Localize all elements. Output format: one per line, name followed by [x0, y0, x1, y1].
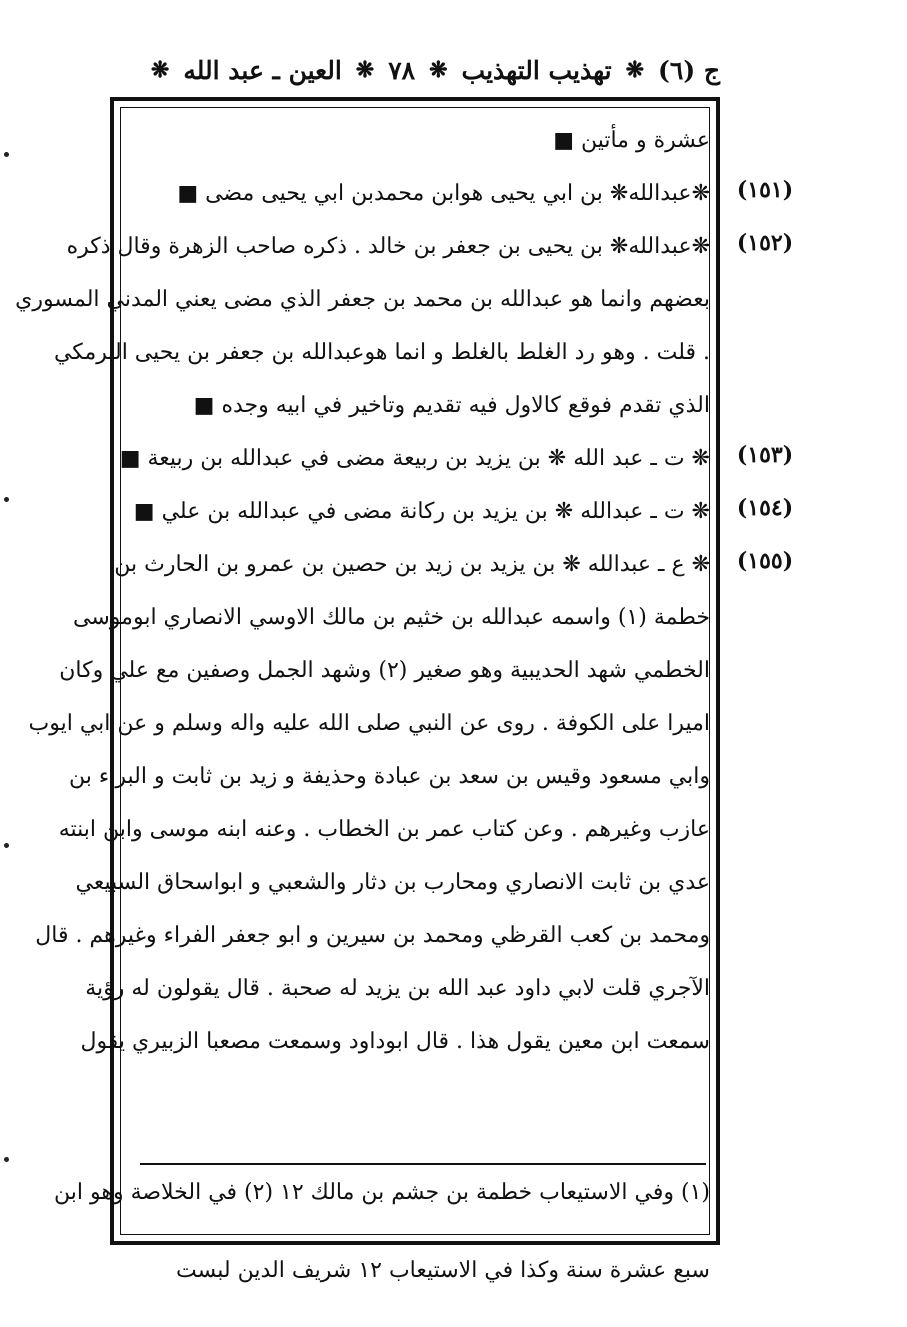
entry-number: (١٥٤) [736, 495, 794, 521]
ornament-icon: ❋ [625, 57, 645, 83]
section-title: العين ـ عبد الله [183, 55, 342, 85]
entry-number: (١٥٥) [736, 548, 794, 574]
text-line: عشرة و مأتين ■ [553, 128, 710, 153]
scan-mark [4, 497, 9, 502]
book-title: تهذيب التهذيب [461, 55, 612, 85]
text-line: ❋ ت ـ عبد الله ❋ بن يزيد بن ربيعة مضى في عبدالله بن ربيعة ■ [119, 446, 710, 471]
text-line: سمعت ابن معين يقول هذا . قال ابوداود وسمعت مصعبا الزبيري يقول [80, 1029, 710, 1054]
volume-label: ج (٦) [658, 55, 720, 85]
text-line: ومحمد بن كعب القرظي ومحمد بن سيرين و ابو جعفر الفراء وغيرهم . قال [35, 923, 710, 948]
text-line: عازب وغيرهم . وعن كتاب عمر بن الخطاب . وعنه ابنه موسى وابن ابنته [58, 817, 710, 842]
text-line: الخطمي شهد الحديبية وهو صغير (٢) وشهد الجمل وصفين مع علي وكان [59, 658, 710, 683]
running-header [100, 48, 720, 92]
ornament-icon: ❋ [150, 57, 170, 83]
text-line: بعضهم وانما هو عبدالله بن محمد بن جعفر الذي مضى يعني المدني المسوري [15, 287, 710, 312]
text-line: ❋ ع ـ عبدالله ❋ بن يزيد بن زيد بن حصين بن عمرو بن الحارث بن [114, 552, 710, 577]
text-line: وابي مسعود وقيس بن سعد بن عبادة وحذيفة و زيد بن ثابت و البراء بن [69, 764, 710, 789]
scan-mark [4, 152, 9, 157]
entry-number: (١٥٣) [736, 442, 794, 468]
text-line: الذي تقدم فوقع كالاول فيه تقديم وتاخير في ابيه وجده ■ [193, 393, 710, 418]
scan-mark [4, 843, 9, 848]
text-line: . قلت . وهو رد الغلط بالغلط و انما هوعبدالله بن جعفر بن يحيى البرمكي [53, 340, 710, 365]
body-text [15, 114, 710, 1068]
text-line: الآجري قلت لابي داود عبد الله بن يزيد له صحبة . قال يقولون له رؤية [85, 976, 710, 1001]
ornament-icon: ❋ [429, 57, 448, 83]
footnote-continuation: سبع عشرة سنة وكذا في الاستيعاب ١٢ شريف الدين لبست [176, 1258, 710, 1283]
text-line: خطمة (١) واسمه عبدالله بن خثيم بن مالك الاوسي الانصاري ابوموسى [73, 605, 710, 630]
entry-number: (١٥٢) [736, 230, 794, 256]
text-line: ❋عبدالله❋ بن ابي يحيى هوابن محمدبن ابي يحيى مضى ■ [177, 181, 710, 206]
text-line: عدي بن ثابت الانصاري ومحارب بن دثار والشعبي و ابواسحاق السبيعي [75, 870, 710, 895]
text-line: ❋ ت ـ عبدالله ❋ بن يزيد بن ركانة مضى في عبدالله بن علي ■ [133, 499, 710, 524]
text-line: ❋عبدالله❋ بن يحيى بن جعفر بن خالد . ذكره صاحب الزهرة وقال ذكره [66, 234, 710, 259]
scan-mark [4, 1157, 9, 1162]
ornament-icon: ❋ [355, 57, 375, 83]
footnote: (١) وفي الاستيعاب خطمة بن جشم بن مالك ١٢ (٢) في الخلاصة وهو ابن [54, 1180, 710, 1205]
footnote-separator [140, 1163, 706, 1165]
text-line: اميرا على الكوفة . روى عن النبي صلى الله عليه واله وسلم و عن ابي ايوب [28, 711, 710, 736]
page-number: ٧٨ [388, 55, 416, 85]
entry-number: (١٥١) [736, 177, 794, 203]
entry-number-column [725, 0, 805, 1327]
